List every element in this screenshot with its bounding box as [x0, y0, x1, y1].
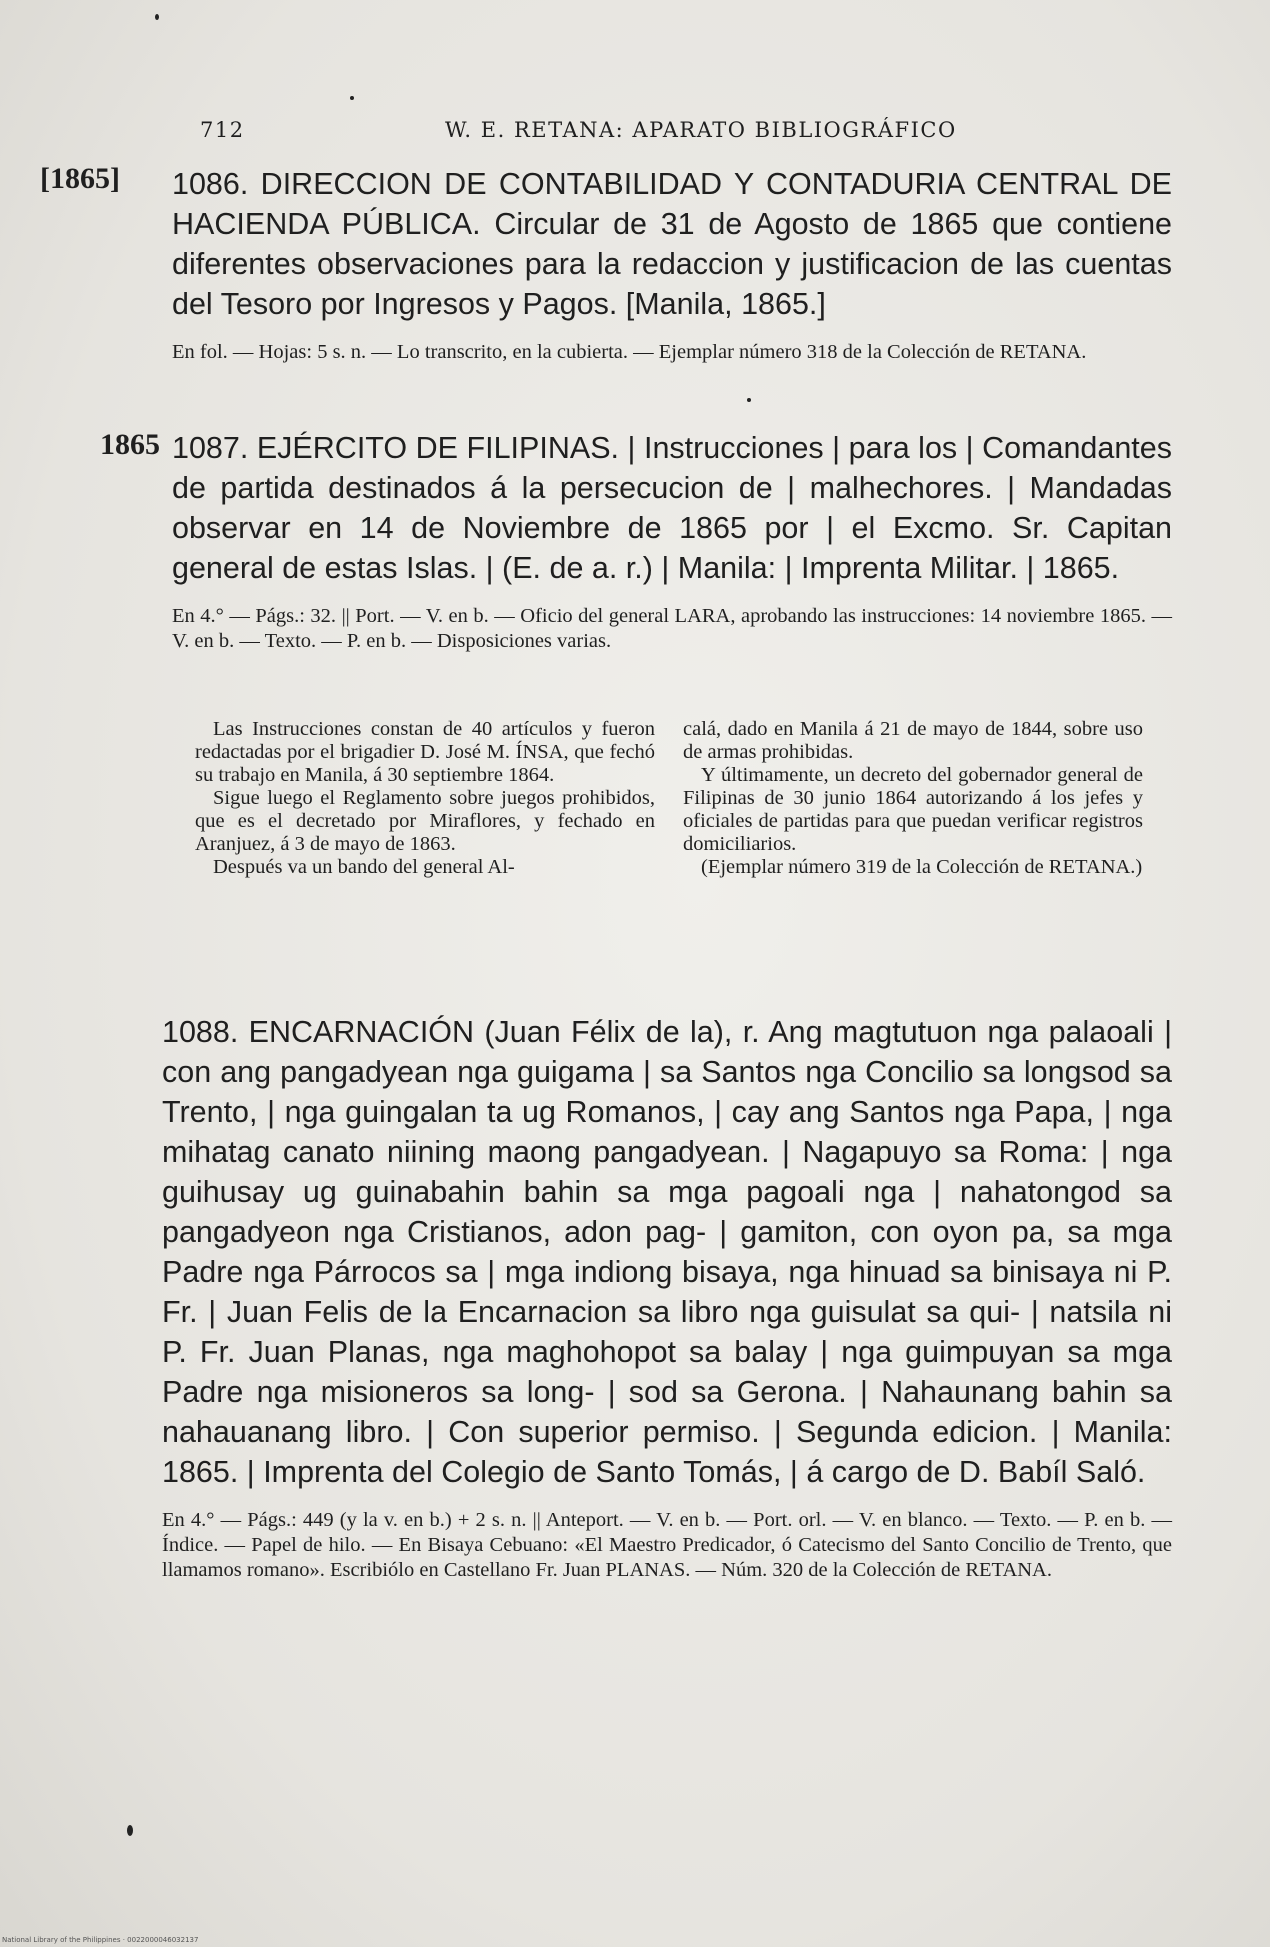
margin-year-1086: [1865]	[40, 162, 120, 195]
margin-year-1087: 1865	[100, 428, 160, 461]
footer-credit: National Library of the Philippines · 0022000046032137	[2, 1936, 199, 1944]
scan-speck	[747, 398, 751, 402]
commentary-left-column	[195, 718, 655, 879]
commentary-paragraph: calá, dado en Manila á 21 de mayo de 1844, sobre uso de armas prohibidas.	[683, 718, 1143, 763]
commentary-paragraph: Las Instrucciones constan de 40 artículos y fueron redactadas por el brigadier D. José M. ÍNSA, que fechó su trabajo en Manila, á 30 septiembre 1864.	[195, 718, 655, 786]
entry-1088-note: En 4.° — Págs.: 449 (y la v. en b.) + 2 s. n. || Anteport. — V. en b. — Port. orl. — V. en blanco. — Texto. — P. en b. — Índice. — Papel de hilo. — En Bisaya Cebuano: «El Maestro Predicador, ó Catecismo del Santo Concilio de Trento, que llamamos romano». Escribiólo en Castellano Fr. Juan PLANAS. — Núm. 320 de la Colección de RETANA.	[162, 1509, 1172, 1581]
entry-1087	[172, 428, 1172, 654]
commentary-paragraph: Después va un bando del general Al-	[213, 856, 515, 878]
entry-1086	[172, 164, 1172, 365]
entry-1086-text: 1086. DIRECCION DE CONTABILIDAD Y CONTADURIA CENTRAL DE HACIENDA PÚBLICA. Circular de 31 de Agosto de 1865 que contiene diferentes observaciones para la redaccion y justificacion de las cuentas del Tesoro por Ingresos y Pagos. [Manila, 1865.]	[172, 167, 1172, 321]
commentary-paragraph: Sigue luego el Reglamento sobre juegos prohibidos, que es el decretado por Miraflores, y fechado en Aranjuez, á 3 de mayo de 1863.	[195, 787, 655, 855]
scan-speck	[155, 14, 159, 20]
entry-1086-note: En fol. — Hojas: 5 s. n. — Lo transcrito, en la cubierta. — Ejemplar número 318 de la Colección de RETANA.	[172, 341, 1087, 363]
running-head-title: W. E. RETANA: APARATO BIBLIOGRÁFICO	[445, 118, 957, 142]
commentary-right-column	[683, 718, 1143, 879]
entry-1087-note: En 4.° — Págs.: 32. || Port. — V. en b. — Oficio del general LARA, aprobando las instrucciones: 14 noviembre 1865. — V. en b. — Texto. — P. en b. — Disposiciones varias.	[172, 605, 1172, 652]
scan-speck	[127, 1825, 133, 1836]
scan-speck	[350, 96, 354, 100]
commentary-paragraph: Y últimamente, un decreto del gobernador general de Filipinas de 30 junio 1864 autorizando á los jefes y oficiales de partidas para que puedan verificar registros domiciliarios.	[683, 764, 1143, 855]
page-number: 712	[200, 118, 245, 142]
entry-1087-text: 1087. EJÉRCITO DE FILIPINAS. | Instrucciones | para los | Comandantes de partida destinados á la persecucion de | malhechores. | Mandadas observar en 14 de Noviembre de 1865 por | el Excmo. Sr. Capitan general de estas Islas. | (E. de a. r.) | Manila: | Imprenta Militar. | 1865.	[172, 431, 1172, 585]
commentary-paragraph: (Ejemplar número 319 de la Colección de RETANA.)	[701, 856, 1143, 878]
entry-1087-commentary	[195, 718, 1165, 968]
entry-1088-text: 1088. ENCARNACIÓN (Juan Félix de la), r. Ang magtutuon nga palaoali | con ang pangadyean nga guigama | sa Santos nga Concilio sa longsod sa Trento, | nga guingalan ta ug Romanos, | cay ang Santos nga Papa, | nga mihatag canato niining maong pangadyean. | Nagapuyo sa Roma: | nga guihusay ug guinabahin bahin sa mga pagoali nga | nahatongod sa pangadyeon nga Cristianos, adon pag- | gamiton, con oyon pa, sa mga Padre nga Párrocos sa | mga indiong bisaya, nga hinuad sa binisaya ni P. Fr. | Juan Felis de la Encarnacion sa libro nga guisulat sa qui- | natsila ni P. Fr. Juan Planas, nga maghohopot sa balay | nga guimpuyan sa mga Padre nga misioneros sa long- | sod sa Gerona. | Nahaunang bahin sa nahauanang libro. | Con superior permiso. | Segunda edicion. | Manila: 1865. | Imprenta del Colegio de Santo Tomás, | á cargo de D. Babíl Saló.	[162, 1015, 1172, 1489]
entry-1088	[162, 1012, 1172, 1583]
